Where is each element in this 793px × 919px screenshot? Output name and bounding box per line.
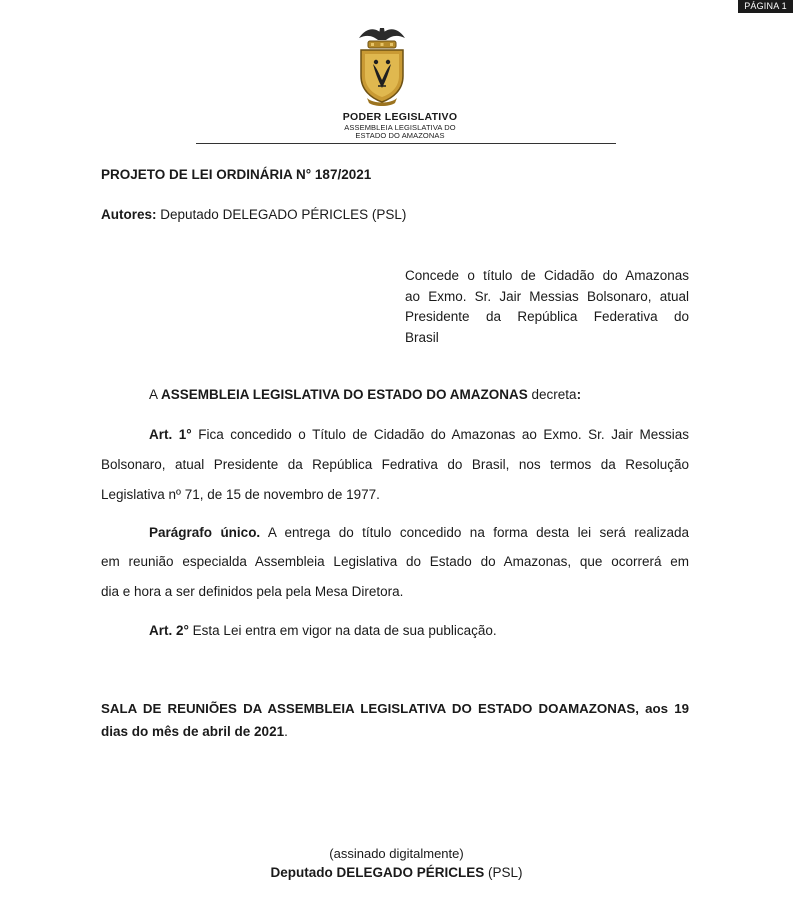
closing-line — [101, 723, 288, 741]
paragraph-line: dia e hora a ser definidos pela pela Mesa Diretora. — [101, 584, 404, 599]
decree-verb: decreta — [527, 387, 577, 402]
article-1-line: Bolsonaro, atual Presidente da República Fedrativa do Brasil, nos termos da Resolução — [101, 457, 689, 472]
decree-prefix: A — [149, 387, 162, 402]
summary-line: Brasil — [405, 329, 439, 345]
summary-line: Concede o título de Cidadão do Amazonas — [405, 268, 689, 283]
bill-summary — [405, 266, 689, 348]
decree-colon: : — [576, 387, 582, 402]
authors-value: Deputado DELEGADO PÉRICLES (PSL) — [156, 207, 407, 222]
article-1-line: Legislativa nº 71, de 15 de novembro de 1977. — [101, 487, 380, 502]
article-1-text: Fica concedido o Título de Cidadão do Amazonas ao Exmo. Sr. Jair Messias — [191, 427, 689, 442]
header-subtitle-line1: ASSEMBLEIA LEGISLATIVA DO — [344, 123, 456, 132]
bill-title: PROJETO DE LEI ORDINÁRIA N° 187/2021 — [101, 167, 372, 182]
article-1-label: Art. 1° — [149, 427, 192, 442]
article-1-line — [101, 426, 689, 444]
paragraph-line: em reunião especialda Assembleia Legislativa do Estado do Amazonas, que ocorrerá em — [101, 554, 689, 569]
decree-assembly: ASSEMBLEIA LEGISLATIVA DO ESTADO DO AMAZONAS — [161, 387, 528, 402]
decree-line — [149, 386, 581, 404]
signature-line — [0, 864, 793, 882]
signature-note: (assinado digitalmente) — [329, 846, 464, 861]
signature-name: Deputado DELEGADO PÉRICLES — [270, 865, 485, 880]
paragraph-label: Parágrafo único. — [149, 525, 261, 540]
authors-label: Autores: — [101, 207, 157, 222]
header-divider — [196, 143, 616, 144]
article-2-label: Art. 2° — [149, 623, 189, 638]
article-2-text: Esta Lei entra em vigor na data de sua publicação. — [188, 623, 497, 638]
header-title: PODER LEGISLATIVO — [342, 111, 458, 123]
article-2-line — [149, 622, 497, 640]
paragraph-text: A entrega do título concedido na forma desta lei será realizada — [260, 525, 689, 540]
closing-line: SALA DE REUNIÕES DA ASSEMBLEIA LEGISLATIVA DO ESTADO DOAMAZONAS, aos 19 — [101, 701, 689, 716]
header-subtitle-line2: ESTADO DO AMAZONAS — [355, 131, 445, 140]
summary-line: ao Exmo. Sr. Jair Messias Bolsonaro, atual — [405, 288, 689, 304]
summary-line: Presidente da República Federativa do — [405, 309, 689, 324]
signature-party: (PSL) — [484, 865, 523, 880]
state-coat-of-arms-icon — [353, 24, 411, 110]
authors-line — [101, 206, 406, 224]
page-number-badge: PÁGINA 1 — [738, 0, 793, 13]
paragraph-line — [101, 524, 689, 542]
closing-period: . — [284, 724, 288, 739]
closing-date: dias do mês de abril de 2021 — [101, 724, 285, 739]
